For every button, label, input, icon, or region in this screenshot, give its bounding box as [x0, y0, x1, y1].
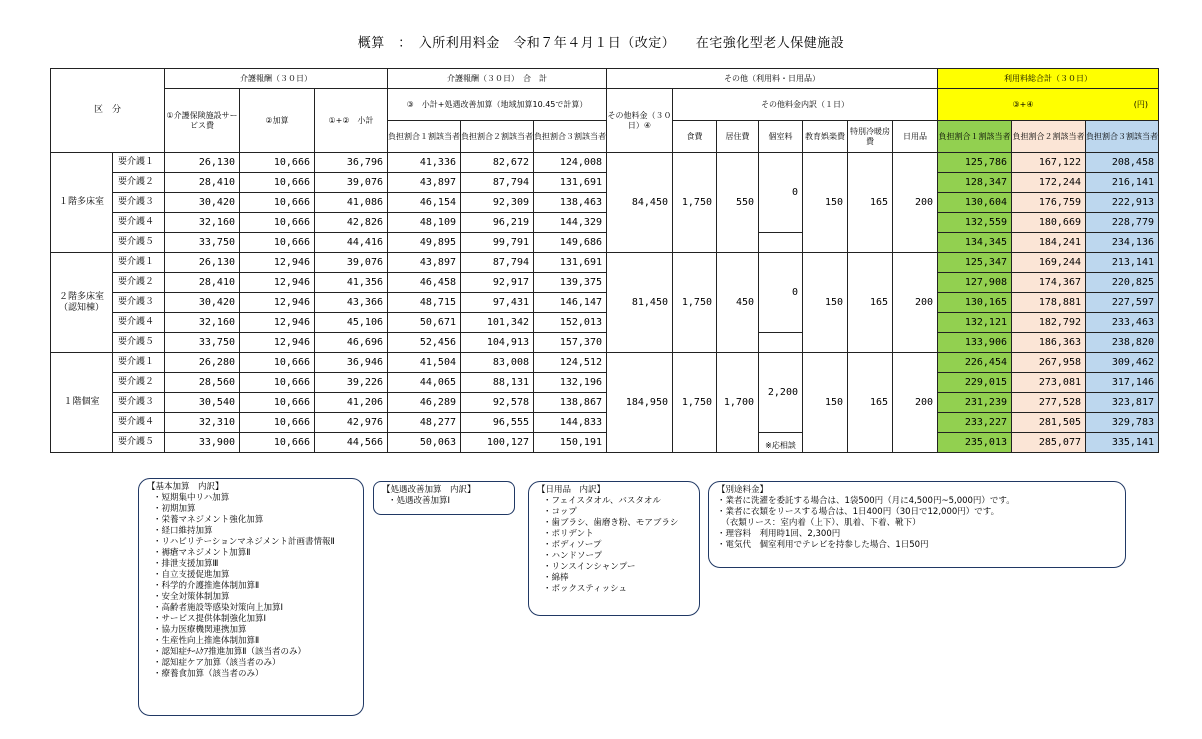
burden1-cell: 52,456 [388, 333, 461, 353]
burden2-cell: 83,008 [461, 353, 534, 373]
burden1-cell: 46,154 [388, 193, 461, 213]
subtotal-cell: 39,076 [315, 253, 388, 273]
private-room-note-cell [759, 333, 803, 353]
header-sonota-ryokin: その他料金（３０日）④ [607, 89, 673, 153]
recreation-fee-cell: 150 [803, 353, 848, 453]
total1-cell: 130,165 [938, 293, 1012, 313]
total2-cell: 174,367 [1012, 273, 1086, 293]
service-fee-cell: 30,540 [165, 393, 240, 413]
food-fee-cell: 1,750 [673, 153, 717, 253]
list-item: ・ 認知症ﾁｰﾑｹｱ推進加算Ⅱ（該当者のみ） [153, 647, 355, 658]
addition-cell: 10,666 [240, 433, 315, 453]
betto-heading: 【別途料金】 [717, 485, 769, 495]
table-row [51, 333, 1159, 353]
total3-cell: 216,141 [1086, 173, 1159, 193]
betto-ryokin-box [708, 481, 1126, 568]
betto-line: ・業者に洗濯を委託する場合は、1袋500円（月に4,500円~5,000円）です。 [717, 496, 1015, 506]
burden3-cell: 144,329 [534, 213, 607, 233]
header-kaigo-hoshu-total: 介護報酬（３０日） 合 計 [388, 69, 607, 89]
care-level-cell: 要介護１ [113, 153, 165, 173]
sum-label: ③+④ [1012, 99, 1034, 109]
list-item: ・ リハビリテーションマネジメント計画書情報Ⅱ [153, 537, 355, 548]
burden1-cell: 46,289 [388, 393, 461, 413]
header-futan2-b: 負担割合２割該当者 [1012, 121, 1086, 153]
burden2-cell: 99,791 [461, 233, 534, 253]
addition-cell: 12,946 [240, 313, 315, 333]
yen-label: (円) [1133, 99, 1148, 109]
care-level-cell: 要介護４ [113, 213, 165, 233]
list-item: ・ 栄養マネジメント強化加算 [153, 515, 355, 526]
list-item: ・ ボックスティッシュ [543, 584, 691, 595]
total2-cell: 169,244 [1012, 253, 1086, 273]
list-item: ・ 経口維持加算 [153, 526, 355, 537]
burden3-cell: 152,013 [534, 313, 607, 333]
service-fee-cell: 28,410 [165, 273, 240, 293]
subtotal-cell: 39,076 [315, 173, 388, 193]
aircon-fee-cell: 165 [848, 253, 893, 353]
burden2-cell: 100,127 [461, 433, 534, 453]
list-item: ・ 高齢者施設等感染対策向上加算Ⅰ [153, 603, 355, 614]
total1-cell: 231,239 [938, 393, 1012, 413]
burden3-cell: 149,686 [534, 233, 607, 253]
burden1-cell: 43,897 [388, 253, 461, 273]
table-row [51, 213, 1159, 233]
header-nichiyohin: 日用品 [893, 121, 938, 153]
burden3-cell: 132,196 [534, 373, 607, 393]
kihon-heading: 【基本加算 内訳】 [147, 482, 224, 492]
recreation-fee-cell: 150 [803, 153, 848, 253]
header-futan2-a: 負担割合２割該当者 [461, 121, 534, 153]
total3-cell: 234,136 [1086, 233, 1159, 253]
total1-cell: 128,347 [938, 173, 1012, 193]
residence-fee-cell: 550 [717, 153, 759, 253]
burden3-cell: 131,691 [534, 173, 607, 193]
table-row [51, 253, 1159, 273]
addition-cell: 12,946 [240, 293, 315, 313]
betto-line: ・業者に衣類をリースする場合は、1日400円（30日で12,000円）です。 [717, 507, 1000, 517]
subtotal-cell: 36,946 [315, 353, 388, 373]
list-item: ・ フェイスタオル、バスタオル [543, 496, 691, 507]
nichiyohin-box [528, 481, 700, 616]
total3-cell: 317,146 [1086, 373, 1159, 393]
addition-cell: 10,666 [240, 393, 315, 413]
burden2-cell: 88,131 [461, 373, 534, 393]
total3-cell: 220,825 [1086, 273, 1159, 293]
total1-cell: 132,121 [938, 313, 1012, 333]
list-item: ・ 綿棒 [543, 573, 691, 584]
table-row [51, 413, 1159, 433]
service-fee-cell: 33,900 [165, 433, 240, 453]
header-sum [938, 89, 1159, 121]
burden1-cell: 48,715 [388, 293, 461, 313]
service-fee-cell: 28,410 [165, 173, 240, 193]
burden1-cell: 49,895 [388, 233, 461, 253]
total2-cell: 178,881 [1012, 293, 1086, 313]
shogu-list [382, 496, 506, 507]
total3-cell: 233,463 [1086, 313, 1159, 333]
burden2-cell: 87,794 [461, 253, 534, 273]
service-fee-cell: 26,130 [165, 153, 240, 173]
total2-cell: 267,958 [1012, 353, 1086, 373]
table-row [51, 273, 1159, 293]
care-level-cell: 要介護２ [113, 273, 165, 293]
daily-goods-fee-cell: 200 [893, 153, 938, 253]
header-sonota-uchiwake: その他料金内訳（１日） [673, 89, 938, 121]
betto-line: ・電気代 個室利用でテレビを持参した場合、1日50円 [717, 540, 929, 550]
list-item: ・ 歯ブラシ、歯磨き粉、モアブラシ [543, 518, 691, 529]
subtotal-cell: 46,696 [315, 333, 388, 353]
food-fee-cell: 1,750 [673, 253, 717, 353]
header-koshitsuryo: 個室料 [759, 121, 803, 153]
total1-cell: 130,604 [938, 193, 1012, 213]
service-fee-cell: 26,280 [165, 353, 240, 373]
table-row [51, 433, 1159, 453]
addition-cell: 10,666 [240, 233, 315, 253]
table-row [51, 293, 1159, 313]
nichiyo-list [537, 496, 691, 595]
total3-cell: 222,913 [1086, 193, 1159, 213]
addition-cell: 10,666 [240, 373, 315, 393]
burden3-cell: 150,191 [534, 433, 607, 453]
burden3-cell: 157,370 [534, 333, 607, 353]
addition-cell: 10,666 [240, 213, 315, 233]
table-row [51, 173, 1159, 193]
service-fee-cell: 32,160 [165, 213, 240, 233]
room-type-cell: １階個室 [51, 353, 113, 453]
header-kyoyo: 教育娯楽費 [803, 121, 848, 153]
list-item: ・ 科学的介護推進体制加算Ⅱ [153, 581, 355, 592]
total3-cell: 213,141 [1086, 253, 1159, 273]
recreation-fee-cell: 150 [803, 253, 848, 353]
nichiyo-heading: 【日用品 内訳】 [537, 485, 606, 495]
burden2-cell: 97,431 [461, 293, 534, 313]
list-item: ・ 褥瘡マネジメント加算Ⅱ [153, 548, 355, 559]
total1-cell: 125,347 [938, 253, 1012, 273]
total2-cell: 285,077 [1012, 433, 1086, 453]
table-row [51, 353, 1159, 373]
burden3-cell: 139,375 [534, 273, 607, 293]
care-level-cell: 要介護４ [113, 413, 165, 433]
subtotal-cell: 39,226 [315, 373, 388, 393]
kihon-list [147, 493, 355, 680]
total3-cell: 208,458 [1086, 153, 1159, 173]
burden2-cell: 92,578 [461, 393, 534, 413]
total1-cell: 235,013 [938, 433, 1012, 453]
burden3-cell: 144,833 [534, 413, 607, 433]
service-fee-cell: 33,750 [165, 333, 240, 353]
total2-cell: 186,363 [1012, 333, 1086, 353]
list-item: ・ 排泄支援加算Ⅲ [153, 559, 355, 570]
list-item: ・ サービス提供体制強化加算Ⅰ [153, 614, 355, 625]
addition-cell: 10,666 [240, 413, 315, 433]
care-level-cell: 要介護５ [113, 433, 165, 453]
header-sonota: その他（利用料・日用品） [607, 69, 938, 89]
header-riyou-goukei: 利用料総合計（３０日） [938, 69, 1159, 89]
total1-cell: 125,786 [938, 153, 1012, 173]
subtotal-cell: 42,826 [315, 213, 388, 233]
total1-cell: 127,908 [938, 273, 1012, 293]
addition-cell: 10,666 [240, 173, 315, 193]
burden2-cell: 96,219 [461, 213, 534, 233]
header-col3: ①+② 小計 [315, 89, 388, 153]
betto-lines [717, 496, 1117, 551]
list-item: ・ ボディソープ [543, 540, 691, 551]
list-item: ・ 短期集中リハ加算 [153, 493, 355, 504]
total1-cell: 133,906 [938, 333, 1012, 353]
total2-cell: 277,528 [1012, 393, 1086, 413]
table-row [51, 313, 1159, 333]
burden3-cell: 131,691 [534, 253, 607, 273]
total3-cell: 227,597 [1086, 293, 1159, 313]
total2-cell: 273,081 [1012, 373, 1086, 393]
burden1-cell: 41,504 [388, 353, 461, 373]
total1-cell: 134,345 [938, 233, 1012, 253]
care-level-cell: 要介護５ [113, 333, 165, 353]
table-row [51, 393, 1159, 413]
care-level-cell: 要介護２ [113, 173, 165, 193]
total2-cell: 180,669 [1012, 213, 1086, 233]
total1-cell: 229,015 [938, 373, 1012, 393]
care-level-cell: 要介護２ [113, 373, 165, 393]
service-fee-cell: 32,160 [165, 313, 240, 333]
service-fee-cell: 26,130 [165, 253, 240, 273]
burden2-cell: 96,555 [461, 413, 534, 433]
header-kaigo-hoshu: 介護報酬（３０日） [165, 69, 388, 89]
daily-goods-fee-cell: 200 [893, 353, 938, 453]
table-row [51, 233, 1159, 253]
kihon-kasan-box [138, 478, 364, 716]
burden1-cell: 46,458 [388, 273, 461, 293]
burden2-cell: 87,794 [461, 173, 534, 193]
header-shokei: ③ 小計+処遇改善加算（地域加算10.45で計算） [388, 89, 607, 121]
total2-cell: 172,244 [1012, 173, 1086, 193]
care-level-cell: 要介護３ [113, 293, 165, 313]
header-kyojuhi: 居住費 [717, 121, 759, 153]
total3-cell: 335,141 [1086, 433, 1159, 453]
other-fee-cell: 184,950 [607, 353, 673, 453]
burden1-cell: 44,065 [388, 373, 461, 393]
subtotal-cell: 41,086 [315, 193, 388, 213]
total3-cell: 309,462 [1086, 353, 1159, 373]
total3-cell: 228,779 [1086, 213, 1159, 233]
subtotal-cell: 41,206 [315, 393, 388, 413]
list-item: ・ コップ [543, 507, 691, 518]
room-type-cell: ２階多床室（認知棟） [51, 253, 113, 353]
total2-cell: 182,792 [1012, 313, 1086, 333]
addition-cell: 12,946 [240, 253, 315, 273]
room-type-cell: １階多床室 [51, 153, 113, 253]
header-shokuhi: 食費 [673, 121, 717, 153]
burden1-cell: 50,063 [388, 433, 461, 453]
aircon-fee-cell: 165 [848, 353, 893, 453]
list-item: ・ リンスインシャンプー [543, 562, 691, 573]
total3-cell: 323,817 [1086, 393, 1159, 413]
burden1-cell: 41,336 [388, 153, 461, 173]
burden2-cell: 92,309 [461, 193, 534, 213]
header-futan1-b: 負担割合１割該当者 [938, 121, 1012, 153]
private-room-fee-cell: 0 [759, 153, 803, 233]
aircon-fee-cell: 165 [848, 153, 893, 253]
burden3-cell: 138,463 [534, 193, 607, 213]
burden2-cell: 104,913 [461, 333, 534, 353]
subtotal-cell: 44,566 [315, 433, 388, 453]
burden2-cell: 82,672 [461, 153, 534, 173]
addition-cell: 10,666 [240, 153, 315, 173]
care-level-cell: 要介護１ [113, 253, 165, 273]
subtotal-cell: 44,416 [315, 233, 388, 253]
care-level-cell: 要介護５ [113, 233, 165, 253]
service-fee-cell: 28,560 [165, 373, 240, 393]
list-item: ・ 処遇改善加算Ⅰ [388, 496, 506, 507]
subtotal-cell: 42,976 [315, 413, 388, 433]
residence-fee-cell: 1,700 [717, 353, 759, 453]
table-row [51, 153, 1159, 173]
betto-line: （衣類リース：室内着（上下）、肌着、下着、靴下） [717, 518, 921, 528]
private-room-fee-cell: 0 [759, 253, 803, 333]
care-level-cell: 要介護４ [113, 313, 165, 333]
other-fee-cell: 84,450 [607, 153, 673, 253]
list-item: ・ 安全対策体制加算 [153, 592, 355, 603]
burden1-cell: 48,109 [388, 213, 461, 233]
list-item: ・ 自立支援促進加算 [153, 570, 355, 581]
list-item: ・ 療養食加算（該当者のみ） [153, 669, 355, 680]
betto-line: ・理容料 利用時1回、2,300円 [717, 529, 841, 539]
list-item: ・ ハンドソープ [543, 551, 691, 562]
care-level-cell: 要介護３ [113, 193, 165, 213]
header-futan3-b: 負担割合３割該当者 [1086, 121, 1159, 153]
burden1-cell: 48,277 [388, 413, 461, 433]
table-row [51, 373, 1159, 393]
care-level-cell: 要介護１ [113, 353, 165, 373]
list-item: ・ 認知症ケア加算（該当者のみ） [153, 658, 355, 669]
food-fee-cell: 1,750 [673, 353, 717, 453]
burden3-cell: 124,008 [534, 153, 607, 173]
burden2-cell: 101,342 [461, 313, 534, 333]
residence-fee-cell: 450 [717, 253, 759, 353]
subtotal-cell: 45,106 [315, 313, 388, 333]
subtotal-cell: 41,356 [315, 273, 388, 293]
service-fee-cell: 30,420 [165, 193, 240, 213]
header-kubun: 区 分 [51, 69, 165, 153]
private-room-note-cell: ※応相談 [759, 433, 803, 453]
header-futan1-a: 負担割合１割該当者 [388, 121, 461, 153]
addition-cell: 12,946 [240, 333, 315, 353]
service-fee-cell: 32,310 [165, 413, 240, 433]
burden3-cell: 138,867 [534, 393, 607, 413]
list-item: ・ ポリデント [543, 529, 691, 540]
total3-cell: 329,783 [1086, 413, 1159, 433]
header-futan3-a: 負担割合３割該当者 [534, 121, 607, 153]
burden3-cell: 124,512 [534, 353, 607, 373]
subtotal-cell: 43,366 [315, 293, 388, 313]
service-fee-cell: 30,420 [165, 293, 240, 313]
header-reidanbou: 特別冷暖房費 [848, 121, 893, 153]
private-room-note-cell [759, 233, 803, 253]
addition-cell: 12,946 [240, 273, 315, 293]
list-item: ・ 初期加算 [153, 504, 355, 515]
service-fee-cell: 33,750 [165, 233, 240, 253]
list-item: ・ 協力医療機関連携加算 [153, 625, 355, 636]
addition-cell: 10,666 [240, 353, 315, 373]
total1-cell: 233,227 [938, 413, 1012, 433]
burden1-cell: 50,671 [388, 313, 461, 333]
other-fee-cell: 81,450 [607, 253, 673, 353]
header-col2: ②加算 [240, 89, 315, 153]
total2-cell: 184,241 [1012, 233, 1086, 253]
total2-cell: 281,505 [1012, 413, 1086, 433]
addition-cell: 10,666 [240, 193, 315, 213]
page-title: 概算 ： 入所利用料金 令和７年４月１日（改定） 在宅強化型老人保健施設 [357, 36, 845, 51]
private-room-fee-cell: 2,200 [759, 353, 803, 433]
burden3-cell: 146,147 [534, 293, 607, 313]
header-col1: ①介護保険施設サービス費 [165, 89, 240, 153]
subtotal-cell: 36,796 [315, 153, 388, 173]
total2-cell: 176,759 [1012, 193, 1086, 213]
daily-goods-fee-cell: 200 [893, 253, 938, 353]
total1-cell: 226,454 [938, 353, 1012, 373]
shogu-kaizen-box [373, 481, 515, 515]
table-row [51, 193, 1159, 213]
burden2-cell: 92,917 [461, 273, 534, 293]
shogu-heading: 【処遇改善加算 内訳】 [382, 485, 476, 495]
list-item: ・ 生産性向上推進体制加算Ⅱ [153, 636, 355, 647]
total1-cell: 132,559 [938, 213, 1012, 233]
fee-table [50, 68, 1159, 453]
burden1-cell: 43,897 [388, 173, 461, 193]
care-level-cell: 要介護３ [113, 393, 165, 413]
total2-cell: 167,122 [1012, 153, 1086, 173]
total3-cell: 238,820 [1086, 333, 1159, 353]
